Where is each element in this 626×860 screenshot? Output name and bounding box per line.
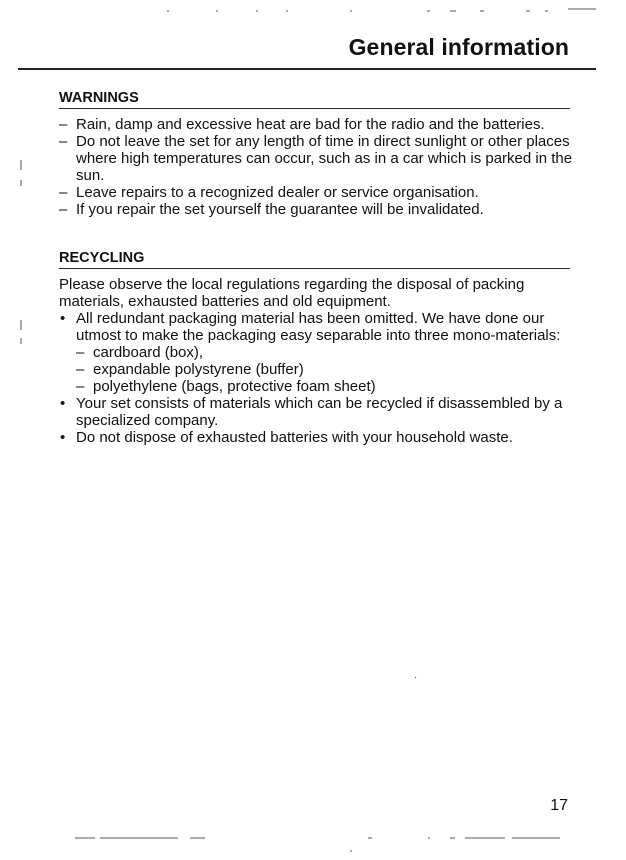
- recycling-heading: RECYCLING: [59, 250, 570, 269]
- recycling-bullet-text: Do not dispose of exhausted batteries with your household waste.: [76, 429, 513, 446]
- page-number: 17: [550, 797, 568, 814]
- recycling-bullet: [59, 310, 574, 395]
- page-title: General information: [348, 34, 569, 60]
- recycling-bullet-list: [59, 310, 574, 446]
- warning-item: – Leave repairs to a recognized dealer or service organisation.: [59, 184, 574, 201]
- recycling-section: [59, 276, 574, 446]
- material-item: – cardboard (box),: [76, 344, 574, 361]
- recycling-intro: Please observe the local regulations regarding the disposal of packing materials, exhausted batteries and old equipment.: [59, 276, 525, 310]
- material-list: [76, 344, 574, 395]
- warning-item: – If you repair the set yourself the guarantee will be invalidated.: [59, 201, 574, 218]
- material-item: – polyethylene (bags, protective foam sheet): [76, 378, 574, 395]
- recycling-bullet: [59, 395, 574, 429]
- warnings-heading: WARNINGS: [59, 90, 570, 109]
- warning-item: – Rain, damp and excessive heat are bad for the radio and the batteries.: [59, 116, 574, 133]
- title-divider: [18, 68, 596, 70]
- material-item: – expandable polystyrene (buffer): [76, 361, 574, 378]
- warning-item: – Do not leave the set for any length of time in direct sunlight or other places where high temperatures can occur, such as in a car which is parked in the sun.: [59, 133, 574, 184]
- recycling-bullet: [59, 429, 574, 446]
- recycling-bullet-text: Your set consists of materials which can be recycled if disassembled by a specialized company.: [76, 395, 563, 429]
- warnings-list: [59, 116, 574, 218]
- recycling-bullet-text: All redundant packaging material has been omitted. We have done our utmost to make the packaging easy separable into three mono-materials:: [76, 310, 561, 344]
